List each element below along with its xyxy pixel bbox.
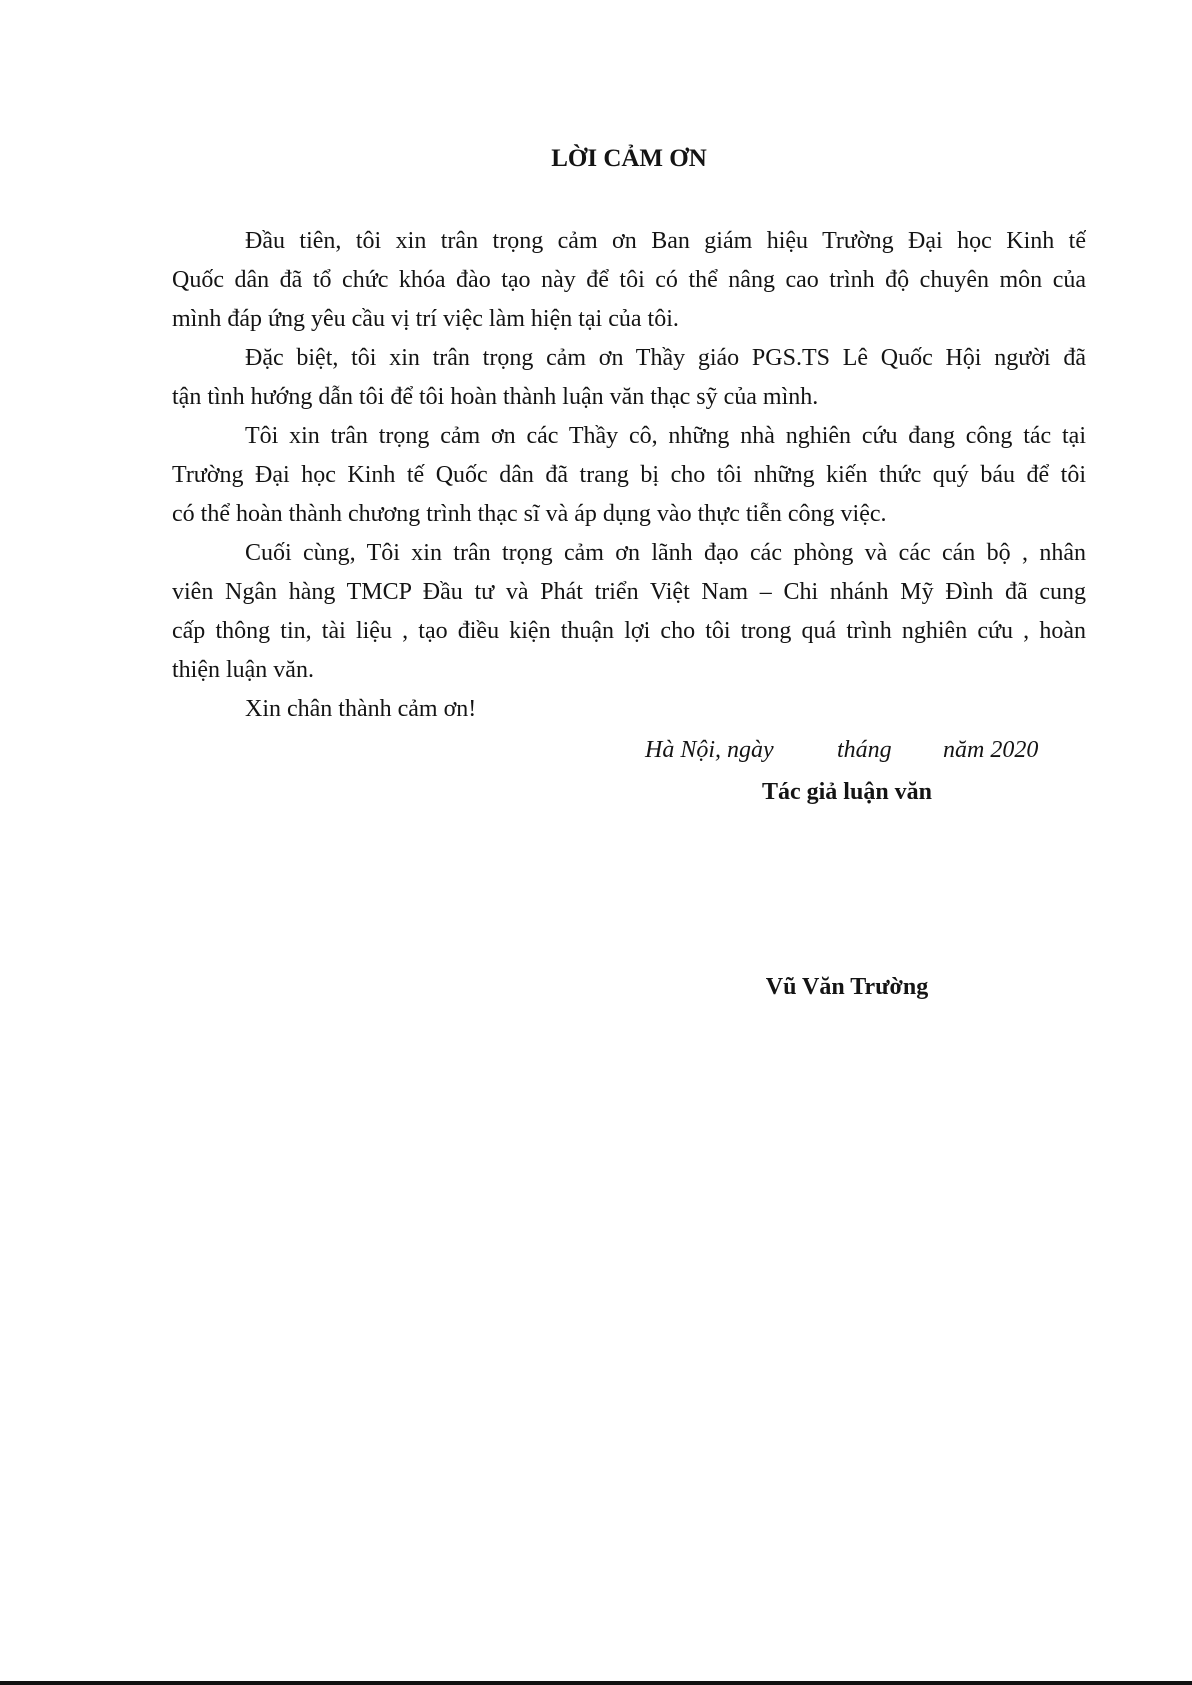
author-name: Vũ Văn Trường	[765, 974, 929, 1000]
paragraph-line: mình đáp ứng yêu cầu vị trí việc làm hiện tại của tôi.	[172, 306, 679, 332]
date-place-day: Hà Nội, ngày	[645, 737, 774, 763]
acknowledgment-body	[172, 222, 1086, 729]
paragraph-line: thiện luận văn.	[172, 657, 314, 683]
paragraph-3	[172, 417, 1086, 534]
date-year: năm 2020	[943, 737, 1039, 763]
paragraph-line: Trường Đại học Kinh tế Quốc dân đã trang bị cho tôi những kiến thức quý báu để tôi	[172, 462, 1086, 488]
paragraph-4	[172, 534, 1086, 690]
date-month: tháng	[837, 737, 892, 763]
author-label: Tác giả luận văn	[761, 779, 933, 805]
paragraph-line: Quốc dân đã tổ chức khóa đào tạo này để tôi có thể nâng cao trình độ chuyên môn của	[172, 267, 1086, 293]
paragraph-line: tận tình hướng dẫn tôi để tôi hoàn thành luận văn thạc sỹ của mình.	[172, 384, 819, 410]
paragraph-1	[172, 222, 1086, 339]
paragraph-line: Đặc biệt, tôi xin trân trọng cảm ơn Thầy giáo PGS.TS Lê Quốc Hội người đã	[245, 345, 1086, 371]
paragraph-line: viên Ngân hàng TMCP Đầu tư và Phát triển Việt Nam – Chi nhánh Mỹ Đình đã cung	[172, 579, 1086, 605]
paragraph-2	[172, 339, 1086, 417]
paragraph-line: Tôi xin trân trọng cảm ơn các Thầy cô, những nhà nghiên cứu đang công tác tại	[245, 423, 1086, 449]
paragraph-line: Xin chân thành cảm ơn!	[245, 696, 477, 722]
page-bottom-edge	[0, 1681, 1192, 1685]
paragraph-line: có thể hoàn thành chương trình thạc sĩ và áp dụng vào thực tiễn công việc.	[172, 501, 887, 527]
page-title: LỜI CẢM ƠN	[551, 145, 707, 172]
paragraph-line: Đầu tiên, tôi xin trân trọng cảm ơn Ban giám hiệu Trường Đại học Kinh tế	[245, 228, 1086, 254]
paragraph-5	[172, 690, 1086, 729]
paragraph-line: Cuối cùng, Tôi xin trân trọng cảm ơn lãnh đạo các phòng và các cán bộ , nhân	[245, 540, 1086, 566]
paragraph-line: cấp thông tin, tài liệu , tạo điều kiện thuận lợi cho tôi trong quá trình nghiên cứu , hoàn	[172, 618, 1086, 644]
